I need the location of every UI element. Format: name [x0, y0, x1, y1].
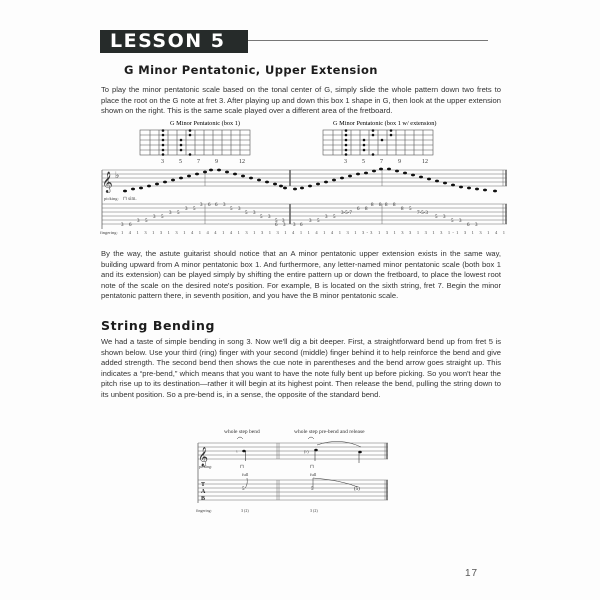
tab-note-prebend: 5 [311, 487, 314, 492]
tab-clef [201, 482, 206, 502]
section-title-string-bending: String Bending [101, 318, 216, 333]
picking-label: picking: [104, 196, 119, 201]
svg-text:T: T [201, 482, 206, 488]
svg-text:7: 7 [197, 159, 200, 165]
svg-text:B: B [201, 496, 206, 502]
svg-text:3: 3 [268, 215, 271, 220]
svg-text:3: 3 [344, 159, 347, 165]
svg-text:3-5-7: 3-5-7 [341, 211, 352, 216]
svg-text:5: 5 [275, 219, 278, 224]
fretboard-diagram-right [323, 130, 433, 155]
svg-text:8: 8 [371, 203, 374, 208]
svg-text:5: 5 [333, 215, 336, 220]
svg-text:3: 3 [137, 219, 140, 224]
tab-note-release: (5) [354, 487, 360, 492]
bend-arrow-icon [245, 478, 247, 488]
svg-text:5: 5 [179, 159, 182, 165]
svg-text:8: 8 [365, 207, 368, 212]
svg-text:3: 3 [283, 223, 286, 228]
svg-text:3: 3 [153, 215, 156, 220]
scale-notes [123, 168, 497, 193]
svg-text:3: 3 [200, 203, 203, 208]
diagram-left-title: G Minor Pentatonic (box 1) [170, 120, 240, 127]
bend-fingering-1: 3 (2) [241, 508, 249, 513]
svg-text:(♭): (♭) [304, 449, 309, 454]
lesson-heading: LESSON 5 [100, 30, 248, 53]
release-arrow-icon [313, 478, 358, 487]
flat-key-signature: ♭ [115, 170, 120, 180]
svg-text:7: 7 [380, 159, 383, 165]
svg-text:3: 3 [185, 207, 188, 212]
svg-text:6: 6 [275, 223, 278, 228]
paragraph-intro: To play the minor pentatonic scale based on the tonal center of G, simply slide the whole pattern down two frets to place the root on the G note at fret 3. After playing up and down this box 1 shape in G, then look at the upper extension shown on the right. This is the same scale played over a different area of the fretboard. [101, 85, 501, 116]
svg-text:6: 6 [129, 223, 132, 228]
svg-text:6: 6 [215, 203, 218, 208]
svg-text:A: A [201, 489, 206, 495]
svg-text:5: 5 [362, 159, 365, 165]
downstroke-icon: ⊓ [310, 465, 314, 470]
svg-text:5: 5 [435, 215, 438, 220]
paragraph-extension-note: By the way, the astute guitarist should notice that an A minor pentatonic upper extension exists in the same way, building upward from A minor pentatonic box 1. And furthermore, any letter-named minor pentatonic scale (both box 1 and its extension) can be played simply by shifting the entire pattern up or down the fretboard, to place the lowest root note of the scale on the desired note's position. For example, B is located on the sixth string, fret 7. Begin the minor pentatonic pattern there, in seventh position, and you have the B minor pentatonic scale. [101, 249, 501, 301]
fret-numbers-left [161, 159, 245, 165]
svg-text:6: 6 [300, 223, 303, 228]
svg-text:♮: ♮ [236, 449, 238, 454]
svg-text:3: 3 [238, 207, 241, 212]
label-whole-step-bend: whole step bend [224, 429, 260, 435]
svg-text:5: 5 [230, 207, 233, 212]
tab-note-bend: 5 [242, 487, 245, 492]
svg-text:6: 6 [467, 223, 470, 228]
svg-text:3: 3 [161, 159, 164, 165]
svg-text:7-5-3: 7-5-3 [417, 211, 428, 216]
svg-text:8: 8 [401, 207, 404, 212]
bend-picking-label: picking: [199, 464, 213, 469]
svg-text:3: 3 [475, 223, 478, 228]
svg-text:3: 3 [325, 215, 328, 220]
svg-text:6: 6 [208, 203, 211, 208]
tab-staff [102, 204, 507, 224]
svg-text:5: 5 [177, 211, 180, 216]
svg-text:3: 3 [443, 215, 446, 220]
svg-text:5: 5 [317, 219, 320, 224]
svg-text:8: 8 [385, 203, 388, 208]
svg-text:3: 3 [169, 211, 172, 216]
svg-text:5: 5 [245, 211, 248, 216]
svg-text:9: 9 [398, 159, 401, 165]
picking-marks: ⊓ sim. [123, 197, 137, 202]
svg-text:3: 3 [121, 223, 124, 228]
svg-text:9: 9 [215, 159, 218, 165]
fret-numbers-right [344, 159, 428, 165]
bend-fingering-2: 3 (2) [310, 508, 318, 513]
svg-text:5: 5 [145, 219, 148, 224]
bend-amount-1: full [242, 472, 249, 477]
treble-clef-icon: 𝄞 [102, 172, 113, 192]
svg-text:5: 5 [451, 219, 454, 224]
svg-text:6: 6 [357, 207, 360, 212]
svg-text:3: 3 [309, 219, 312, 224]
svg-text:3: 3 [282, 219, 285, 224]
diagram-right-title: G Minor Pentatonic (box 1 w/ extension) [333, 120, 437, 127]
svg-text:12: 12 [239, 159, 245, 165]
bend-fingering-label: fingering: [196, 508, 212, 513]
svg-text:8: 8 [379, 203, 382, 208]
scale-dots-right [345, 129, 393, 156]
svg-text:5: 5 [161, 215, 164, 220]
heading-rule [248, 40, 488, 41]
svg-text:8: 8 [393, 203, 396, 208]
svg-text:3: 3 [459, 219, 462, 224]
scale-dots-left [162, 129, 192, 156]
fingering-values: 1 4 1 3 1 3 1 3 1 4 1 4 4 1 4 1 3 1 3 1 3 1 4 1 1 4 1 4 1 3 1 3-3 1 3 1 3 3 1 3 1 3 1-1 3 1 3 1 4 1 [121, 230, 508, 235]
svg-text:5: 5 [193, 207, 196, 212]
svg-text:5: 5 [260, 215, 263, 220]
bend-notes-1 [236, 437, 246, 461]
fingering-label: fingering: [100, 230, 118, 235]
scale-figure [95, 118, 515, 236]
label-pre-bend-release: whole step pre-bend and release [294, 429, 365, 435]
paragraph-string-bending: We had a taste of simple bending in song 3. Now we'll dig a bit deeper. First, a straightforward bend up from fret 5 is shown below. Use your third (ring) finger with your second (middle) finger behind it to help reinforce the bend and give added strength. The second bend then shows the cue note in parentheses and the bend arrow goes straight up. This indicates a “pre-bend,” which means that you want to have the note fully bent up before picking. So you won't hear the pitch rise up to its destination—rather it will begin at its highest point. Then release the bend, pulling the string down to its unbent position. So a pre-bend is, in a sense, the opposite of the standard bend. [101, 337, 501, 399]
bending-figure [190, 425, 410, 520]
svg-text:3: 3 [223, 203, 226, 208]
svg-text:3: 3 [293, 223, 296, 228]
svg-text:3: 3 [253, 211, 256, 216]
page-number: 17 [465, 568, 479, 579]
svg-text:5: 5 [409, 207, 412, 212]
treble-clef-icon: 𝄞 [198, 447, 209, 466]
section-title-minor-pentatonic: G Minor Pentatonic, Upper Extension [124, 63, 378, 77]
fretboard-diagram-left [140, 130, 250, 155]
downstroke-icon: ⊓ [240, 465, 244, 470]
svg-text:12: 12 [422, 159, 428, 165]
bend-amount-2: full [310, 472, 317, 477]
